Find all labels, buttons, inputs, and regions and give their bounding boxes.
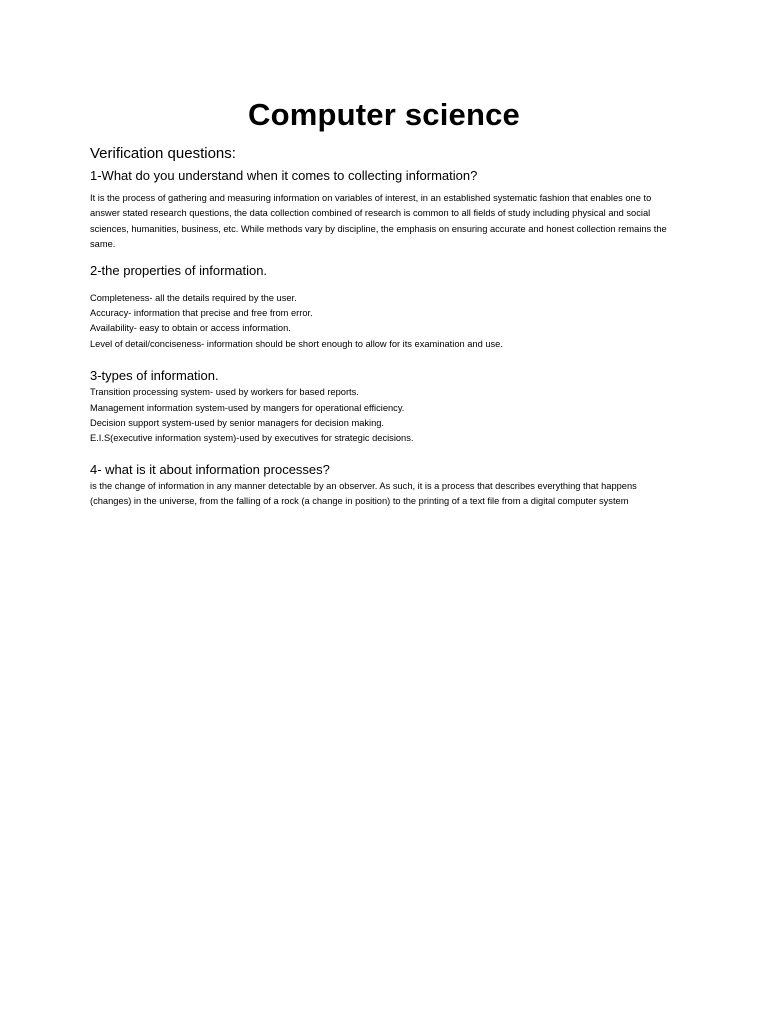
- section-3-list: [90, 385, 668, 447]
- list-item: Transition processing system- used by workers for based reports.: [90, 387, 359, 398]
- list-item: Decision support system-used by senior managers for decision making.: [90, 418, 385, 429]
- list-item: Availability- easy to obtain or access information.: [90, 323, 291, 334]
- section-4-paragraph: is the change of information in any manner detectable by an observer. As such, it is a process that describes everything that happens (changes) in the universe, from the falling of a rock (a change in position) to the printing of a text file from a digital computer system: [90, 480, 637, 507]
- section-3-heading: 3-types of information.: [90, 368, 219, 384]
- list-item: Level of detail/conciseness- information should be short enough to allow for its examination and use.: [90, 338, 503, 349]
- section-2-heading: 2-the properties of information.: [90, 262, 268, 278]
- list-item: Accuracy- information that precise and free from error.: [90, 308, 313, 319]
- section-1-paragraph: It is the process of gathering and measuring information on variables of interest, in an established systematic fashion that enables one to answer stated research questions, the data collection combined of research is common to all fields of study including physical and social sciences, humanities, business, etc. While methods vary by discipline, the emphasis on ensuring accurate and honest collection remains the same.: [90, 193, 667, 250]
- page-subtitle: Verification questions:: [90, 145, 236, 162]
- list-item: E.I.S(executive information system)-used by executives for strategic decisions.: [90, 433, 414, 444]
- page-title: Computer science: [248, 97, 520, 132]
- section-4-heading: 4- what is it about information processes?: [90, 461, 330, 477]
- section-1-heading: 1-What do you understand when it comes to collecting information?: [90, 168, 478, 183]
- list-item: Completeness- all the details required by the user.: [90, 292, 297, 303]
- section-2-list: [90, 291, 668, 353]
- list-item: Management information system-used by mangers for operational efficiency.: [90, 402, 405, 413]
